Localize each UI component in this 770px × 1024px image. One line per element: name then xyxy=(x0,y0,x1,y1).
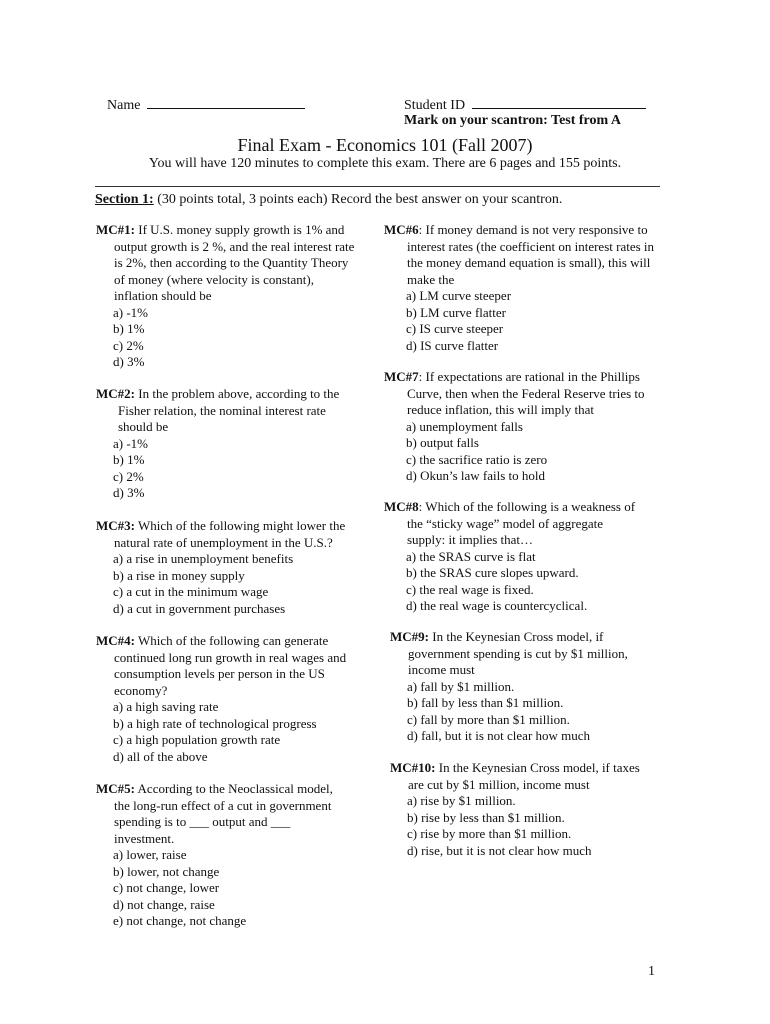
question-text: output growth is 2 %, and the real interest rate xyxy=(114,238,355,254)
section-heading xyxy=(95,192,562,208)
answer-option: d) 3% xyxy=(113,354,145,369)
question-text: In the Keynesian Cross model, if xyxy=(429,629,604,644)
question-text: government spending is cut by $1 million, xyxy=(408,645,628,661)
question-text: the long-run effect of a cut in government xyxy=(114,797,332,813)
answer-option: c) the real wage is fixed. xyxy=(406,581,534,597)
exam-title: Final Exam - Economics 101 (Fall 2007) xyxy=(237,135,533,155)
answer-option: a) -1% xyxy=(113,435,149,451)
question-text: According to the Neoclassical model, xyxy=(135,781,333,796)
question-text: of money (where velocity is constant), xyxy=(114,271,314,287)
question-mc1 xyxy=(96,222,354,371)
question-text: Fisher relation, the nominal interest rate xyxy=(118,402,326,418)
question-text: Which of the following might lower the xyxy=(135,518,346,533)
question-text: inflation should be xyxy=(114,288,212,303)
question-text: the “sticky wage” model of aggregate xyxy=(407,515,603,531)
answer-option: a) unemployment falls xyxy=(406,418,523,434)
question-mc10 xyxy=(390,760,640,859)
question-mc7 xyxy=(384,369,645,485)
answer-option: d) rise, but it is not clear how much xyxy=(407,842,592,858)
answer-option: c) IS curve steeper xyxy=(406,321,504,336)
answer-option: b) LM curve flatter xyxy=(406,304,506,320)
question-label: MC#9: xyxy=(390,629,429,644)
name-label: Name xyxy=(107,98,141,113)
answer-option: c) the sacrifice ratio is zero xyxy=(406,451,548,467)
answer-option: e) not change, not change xyxy=(113,913,247,928)
answer-option: d) a cut in government purchases xyxy=(113,600,286,616)
answer-option: c) rise by more than $1 million. xyxy=(407,826,572,841)
question-text: spending is to ___ output and ___ xyxy=(114,814,291,829)
question-text: natural rate of unemployment in the U.S.? xyxy=(114,534,333,550)
answer-option: a) fall by $1 million. xyxy=(407,678,515,694)
answer-option: d) 3% xyxy=(113,485,145,500)
answer-option: b) 1% xyxy=(113,452,145,467)
question-label: MC#5: xyxy=(96,781,135,796)
question-text: Curve, then when the Federal Reserve tries to xyxy=(407,385,645,401)
answer-option: b) lower, not change xyxy=(113,863,220,879)
answer-option: d) the real wage is countercyclical. xyxy=(406,598,588,613)
answer-option: b) a high rate of technological progress xyxy=(113,715,317,731)
name-blank xyxy=(147,96,305,109)
question-label: MC#4: xyxy=(96,633,135,648)
question-mc6 xyxy=(384,222,654,354)
answer-option: b) output falls xyxy=(406,435,479,450)
answer-option: c) 2% xyxy=(113,337,144,353)
question-label: MC#7 xyxy=(384,369,419,384)
answer-option: c) 2% xyxy=(113,468,144,484)
question-mc9 xyxy=(390,629,628,745)
student-id-label: Student ID xyxy=(404,98,466,113)
question-text: : If expectations are rational in the Phillips xyxy=(418,369,640,384)
answer-option: a) lower, raise xyxy=(113,847,187,862)
section-text: (30 points total, 3 points each) Record the best answer on your scantron. xyxy=(153,192,563,207)
question-text: should be xyxy=(118,419,169,434)
answer-option: b) a rise in money supply xyxy=(113,567,245,583)
question-text: interest rates (the coefficient on interest rates in xyxy=(407,238,655,254)
answer-option: c) a high population growth rate xyxy=(113,732,281,747)
question-text: reduce inflation, this will imply that xyxy=(407,402,595,417)
student-id-field xyxy=(404,96,646,114)
answer-option: d) all of the above xyxy=(113,748,208,764)
question-mc3 xyxy=(96,518,345,617)
page-number: 1 xyxy=(648,964,655,979)
answer-option: c) fall by more than $1 million. xyxy=(407,711,570,727)
question-text: Which of the following can generate xyxy=(135,633,329,648)
question-mc4 xyxy=(96,633,346,765)
question-mc5 xyxy=(96,781,333,930)
answer-option: c) not change, lower xyxy=(113,880,220,895)
question-text: : Which of the following is a weakness of xyxy=(418,499,636,514)
question-text: : If money demand is not very responsive to xyxy=(418,222,648,237)
answer-option: b) rise by less than $1 million. xyxy=(407,809,565,825)
question-label: MC#1: xyxy=(96,222,135,237)
question-text: continued long run growth in real wages and xyxy=(114,649,347,665)
question-text: In the Keynesian Cross model, if taxes xyxy=(435,760,640,775)
question-label: MC#6 xyxy=(384,222,419,237)
scantron-note: Mark on your scantron: Test from A xyxy=(404,113,622,128)
question-text: If U.S. money supply growth is 1% and xyxy=(135,222,345,237)
question-text: are cut by $1 million, income must xyxy=(408,776,590,792)
header-divider xyxy=(95,186,660,187)
answer-option: d) Okun’s law fails to hold xyxy=(406,468,546,483)
answer-option: d) IS curve flatter xyxy=(406,337,499,353)
answer-option: a) a high saving rate xyxy=(113,699,219,714)
answer-option: b) the SRAS cure slopes upward. xyxy=(406,565,579,580)
answer-option: a) the SRAS curve is flat xyxy=(406,548,536,564)
question-label: MC#3: xyxy=(96,518,135,533)
name-field xyxy=(107,96,305,114)
answer-option: b) fall by less than $1 million. xyxy=(407,695,564,710)
question-mc8 xyxy=(384,499,635,615)
question-label: MC#2: xyxy=(96,386,135,401)
answer-option: a) LM curve steeper xyxy=(406,288,512,303)
question-text: supply: it implies that… xyxy=(407,532,534,547)
question-text: income must xyxy=(408,662,475,677)
question-text: investment. xyxy=(114,830,175,846)
answer-option: b) 1% xyxy=(113,321,145,336)
answer-option: a) -1% xyxy=(113,304,149,320)
question-text: the money demand equation is small), this will xyxy=(407,255,651,270)
exam-instructions: You will have 120 minutes to complete this exam. There are 6 pages and 155 points. xyxy=(148,156,622,171)
question-mc2 xyxy=(96,386,339,502)
student-id-blank xyxy=(472,96,646,109)
question-text: consumption levels per person in the US xyxy=(114,666,325,681)
question-text: economy? xyxy=(114,682,168,698)
question-text: make the xyxy=(407,271,455,287)
question-label: MC#8 xyxy=(384,499,419,514)
answer-option: c) a cut in the minimum wage xyxy=(113,584,269,599)
question-text: is 2%, then according to the Quantity Theory xyxy=(114,255,349,270)
answer-option: a) rise by $1 million. xyxy=(407,793,516,808)
question-text: In the problem above, according to the xyxy=(135,386,340,401)
answer-option: d) fall, but it is not clear how much xyxy=(407,728,591,743)
question-label: MC#10: xyxy=(390,760,436,775)
section-label: Section 1: xyxy=(95,192,154,207)
answer-option: d) not change, raise xyxy=(113,896,215,912)
answer-option: a) a rise in unemployment benefits xyxy=(113,551,294,566)
